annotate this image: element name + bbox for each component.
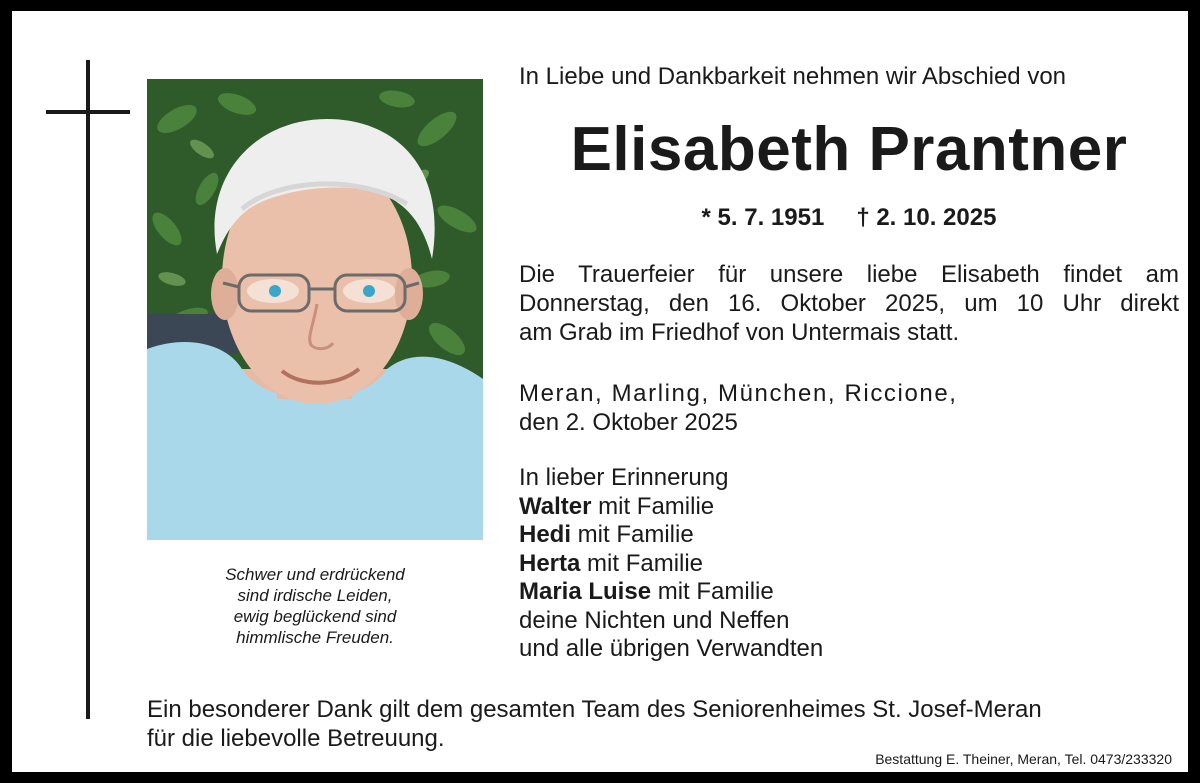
- cross-icon-horizontal: [46, 110, 130, 114]
- intro-line: In Liebe und Dankbarkeit nehmen wir Abschied von: [519, 63, 1067, 90]
- thanks-line: Ein besonderer Dank gilt dem gesamten Team des Seniorenheimes St. Josef-Meran: [147, 696, 1042, 723]
- quote-line: sind irdische Leiden,: [237, 586, 393, 605]
- cross-icon-vertical: [86, 60, 90, 719]
- ceremony-line: am Grab im Friedhof von Untermais statt.: [519, 319, 960, 346]
- mourner-name: Walter: [519, 492, 592, 520]
- mourner-line: [519, 521, 1179, 550]
- mourner-suffix: mit Familie: [651, 578, 774, 605]
- relatives-line: deine Nichten und Neffen: [519, 606, 790, 634]
- obituary-notice: [12, 11, 1188, 772]
- death-date: † 2. 10. 2025: [856, 204, 997, 231]
- memorial-quote: [147, 564, 483, 648]
- mourner-suffix: mit Familie: [591, 492, 715, 520]
- funeral-home-credit: Bestattung E. Theiner, Meran, Tel. 0473/233320: [875, 751, 1172, 767]
- portrait-photo: [147, 79, 483, 540]
- quote-line: himmlische Freuden.: [236, 628, 394, 647]
- quote-line: ewig beglückend sind: [233, 607, 397, 626]
- life-dates: [519, 204, 1179, 232]
- memory-intro: In lieber Erinnerung: [519, 464, 729, 491]
- thanks-text: [147, 695, 1042, 753]
- date-line: den 2. Oktober 2025: [519, 409, 738, 436]
- quote-line: Schwer und erdrückend: [225, 565, 405, 584]
- places-line: Meran, Marling, München, Riccione,: [519, 380, 958, 407]
- place-and-date: [519, 379, 1179, 437]
- mourner-name: Hedi: [519, 521, 572, 548]
- ceremony-text: [519, 260, 1179, 347]
- ceremony-line: Die Trauerfeier für unsere liebe Elisabeth findet am: [519, 261, 1179, 288]
- mourner-line: [519, 493, 1179, 522]
- mourner-suffix: mit Familie: [580, 549, 704, 577]
- mourner-line: [519, 578, 1179, 607]
- mourners-list: [519, 464, 1179, 664]
- mourner-line: [519, 550, 1179, 579]
- relatives-line: und alle übrigen Verwandten: [519, 635, 824, 662]
- deceased-name: Elisabeth Prantner: [570, 115, 1128, 184]
- mourner-suffix: mit Familie: [571, 521, 694, 548]
- birth-date: * 5. 7. 1951: [701, 204, 825, 231]
- mourner-name: Herta: [519, 549, 581, 577]
- thanks-line: für die liebevolle Betreuung.: [147, 725, 445, 752]
- ceremony-line: Donnerstag, den 16. Oktober 2025, um 10 Uhr direkt: [519, 290, 1179, 317]
- mourner-name: Maria Luise: [519, 578, 652, 605]
